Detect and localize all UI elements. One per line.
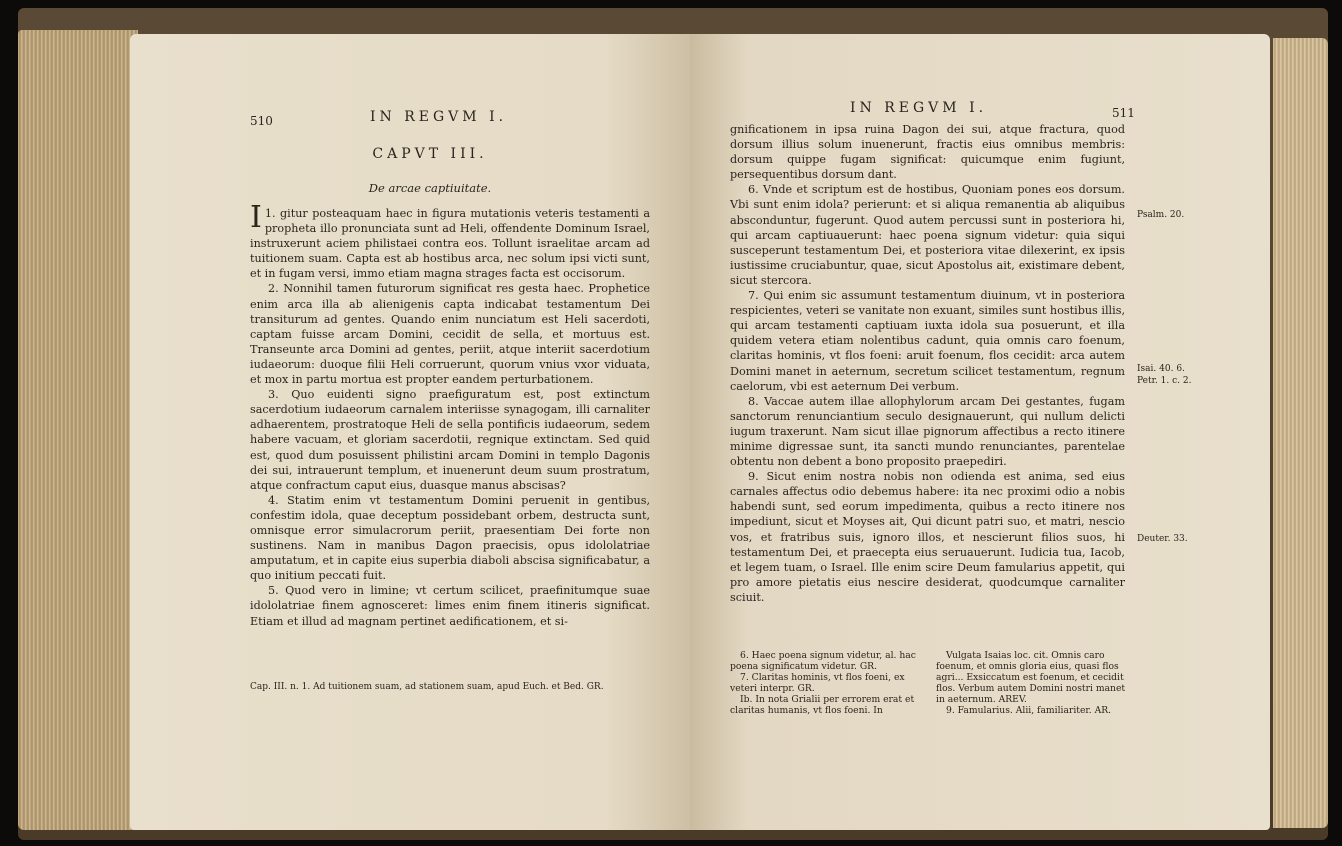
margin-note: Petr. 1. c. 2. <box>1137 376 1192 386</box>
paragraph: 8. Vaccae autem illae allophylorum arcam Dei gestantes, fugam sanctorum renunciantium seculo designauerunt, qui nullum delicti iugum traxerunt. Nam sicut illae pignorum affectibus a recto itinere minime digressae sunt, ita sancti mundo renunciantes, parentelae obtentu non debent a bono proposito praepediri. <box>730 394 1125 469</box>
note: 7. Claritas hominis, vt flos foeni, ex veteri interpr. GR. <box>730 672 905 694</box>
page-edges-left <box>18 30 138 830</box>
note: 9. Famularius. Alii, familiariter. AR. <box>946 705 1112 716</box>
book <box>18 8 1328 840</box>
right-notes-column-2 <box>936 650 1126 716</box>
paragraph: 3. Quo euidenti signo praefiguratum est, post extinctum sacerdotium iudaeorum carnalem interiisse synagogam, illi carnaliter adhaerentem, prostratoque Heli de sella pontificis iudaeorum, sedem habere vacuam, et gloriam sacerdotii, regnique extinctam. Sed quid est, quod dum posuissent philistini arcam Domini in templo Dagonis dei sui, intrauerunt templum, et inuenerunt deum suum prostratum, atque confractum caput eius, duasque manus abscisas? <box>250 388 650 492</box>
right-page <box>690 34 1270 830</box>
right-running-head: IN REGVM I. <box>850 100 988 116</box>
dropcap: I <box>250 200 262 235</box>
right-notes-column-1 <box>730 650 920 716</box>
paragraph: 7. Qui enim sic assumunt testamentum diuinum, vt in posteriora respicientes, veteri se vanitate non exuant, similes sunt hostibus illis, qui arcam testamenti captiuam iuxta idola sua posuerunt, et illa quidem vetera etiam nolentibus cadunt, quia omnis caro foenum, claritas hominis, vt flos foeni: aruit foenum, flos cecidit: arca autem Domini manet in aeternum, secretum scilicet testamentum, regnum caelorum, vbi est aeternum Dei verbum. <box>730 289 1125 393</box>
left-running-head: IN REGVM I. <box>370 109 508 125</box>
paragraph: 6. Vnde et scriptum est de hostibus, Quoniam pones eos dorsum. Vbi sunt enim idola? perierunt: et si aliqua remanentia ab aliquibus absconduntur, fugerunt. Quod autem percussi sunt in posteriora hi, qui arcam captiuauerunt: haec poena signum videtur: quia siqui susceperunt testamentum Dei, et posteriora vitae dilexerint, ex ipsis iustissime cruciabuntur, quae, sicut Apostolus ait, existimare debent, sicut stercora. <box>730 183 1125 287</box>
page-edges-right <box>1273 38 1328 828</box>
paragraph: 5. Quod vero in limine; vt certum scilicet, praefinitumque suae idololatriae finem agnosceret: limes enim finem itineris significat. Etiam et illud ad magnam pertinet aedificationem, et si- <box>250 584 650 628</box>
margin-note: Deuter. 33. <box>1137 534 1188 544</box>
paragraph: 9. Sicut enim nostra nobis non odienda est anima, sed eius carnales affectus odio debemus habere: ita nec proximi odio a nobis habendi sunt, sed eorum impedimenta, quibus a recto itinere nos impediunt, sicut et Moyses ait, Qui dicunt patri suo, et matri, nescio vos, et fratribus suis, ignoro illos, et nescierunt filios suos, hi testamentum Dei, et praecepta eius seruauerunt. Iudicia tua, Iacob, et legem tuam, o Israel. Ille enim scire Deum famularius appetit, qui pro amore pietatis eius nescire desiderat, quodcumque carnaliter sciuit. <box>730 470 1125 604</box>
left-page <box>130 34 690 830</box>
left-footnote: Cap. III. n. 1. Ad tuitionem suam, ad stationem suam, apud Euch. et Bed. GR. <box>250 682 604 692</box>
paragraph: 4. Statim enim vt testamentum Domini peruenit in gentibus, confestim idola, quae deceptum possidebant orbem, destructa sunt, omnisque error simulacrorum periit, praesentiam Dei forte non sustinens. Nam in manibus Dagon praecisis, opus idololatriae amputatum, et in capite eius superbia diaboli abscisa significabatur, a quo initium peccati fuit. <box>250 493 650 583</box>
note: Ib. In nota Grialii per errorem erat et claritas humanis, vt flos foeni. In <box>730 694 915 716</box>
note: 6. Haec poena signum videtur, al. hac poena significatum videtur. GR. <box>730 650 916 672</box>
note: Vulgata Isaias loc. cit. Omnis caro foenum, et omnis gloria eius, quasi flos agri... Exsiccatum est foenum, et cecidit flos. Verbum autem Domini nostri manet in aeternum. AREV. <box>936 650 1126 705</box>
margin-note: Psalm. 20. <box>1137 210 1185 220</box>
chapter-heading: CAPVT III. <box>372 146 488 162</box>
chapter-subtitle: De arcae captiuitate. <box>368 181 492 195</box>
paragraph: gnificationem in ipsa ruina Dagon dei sui, atque fractura, quod dorsum illius solum inuenerunt, fractis eius omnibus membris: dorsum quippe fugam significat: quicumque enim fugiunt, persequentibus dorsum dant. <box>730 123 1125 182</box>
paragraph: I 1. gitur posteaquam haec in figura mutationis veteris testamenti a propheta illo pronunciata sunt ad Heli, offendente Dominum Israel, instruxerunt aciem philistaei contra eos. Tollunt israelitae arcam ad tuitionem suam. Capta est ab hostibus arca, nec solum ipsi victi sunt, et in fugam versi, immo etiam magna strages facta est occisorum. <box>250 200 650 281</box>
left-body-text <box>250 200 650 629</box>
right-body-text <box>730 122 1125 605</box>
right-page-number: 511 <box>1112 106 1135 120</box>
margin-note: Isai. 40. 6. <box>1137 364 1185 374</box>
paragraph: 2. Nonnihil tamen futurorum significat res gesta haec. Prophetice enim arca illa ab alienigenis capta indicabat testamentum Dei transiturum ad gentes. Quando enim nunciatum est Heli sacerdoti, captam fuisse arcam Domini, cecidit de sella, et mortuus est. Transeunte arca Domini ad gentes, periit, atque interiit sacerdotium iudaeorum: duoque filii Heli corruerunt, quorum vnius vxor viduata, et mox in partu mortua est propter eandem perturbationem. <box>250 282 650 387</box>
left-page-number: 510 <box>250 114 273 128</box>
